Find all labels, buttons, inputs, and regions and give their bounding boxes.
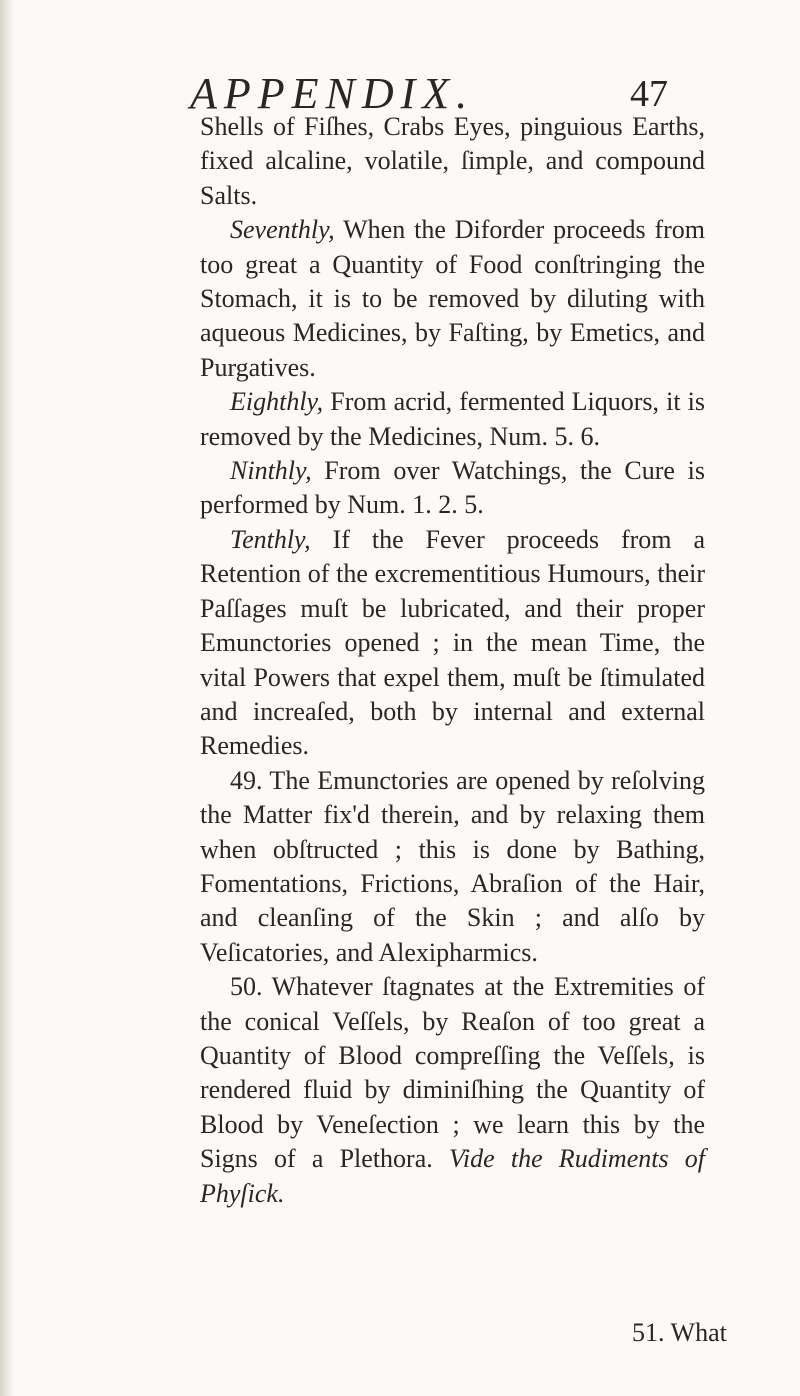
paragraph-text: From acrid, fermented Liquors, it is removed by the Medicines, Num. 5. 6.: [200, 387, 705, 451]
paragraph-50: [200, 970, 705, 1211]
paragraph-text: When the Diforder proceeds from too great a Quantity of Food conſtringing the Stomach, it is to be removed by diluting with aqueous Medicines, by Faſting, by Emetics, and Purgatives.: [200, 215, 705, 382]
catchword: 51. What: [632, 1318, 727, 1347]
paragraph-tenthly: [200, 523, 705, 764]
body-text: [200, 110, 705, 1211]
paragraph-text: 49. The Emunctories are opened by reſolving the Matter fix'd therein, and by relaxing them when obſtructed ; this is done by Bathing, Fomentations, Frictions, Abraſion of the Hair, and cleanſing of the Skin ; and alſo by Veſicatories, and Alexipharmics.: [200, 765, 705, 967]
paragraph-text: 50. Whatever ſtagnates at the Extremities of the conical Veſſels, by Reaſon of too great a Quantity of Blood compreſſing the Veſſels, is rendered fluid by diminiſhing the Quantity of Blood by Veneſection ; we learn this by the Signs of a Plethora.: [200, 972, 705, 1174]
paragraph-text: If the Fever proceeds from a Retention of the excrementitious Humours, their Paſſages muſt be lubricated, and their proper Emunctories opened ; in the mean Time, the vital Powers that expel them, muſt be ſtimulated and increaſed, both by internal and external Remedies.: [200, 524, 705, 761]
paragraph-lead: Tenthly,: [230, 524, 311, 554]
paragraph-lead: Seventhly,: [230, 215, 335, 245]
paragraph-eighthly: [200, 385, 705, 454]
paragraph-lead: Ninthly,: [230, 456, 312, 486]
paragraph-reference: Vide the Rudiments of Phyſick.: [200, 1144, 705, 1208]
paragraph-seventhly: [200, 213, 705, 385]
running-head: APPENDIX.: [190, 69, 475, 118]
paragraph-lead: Eighthly,: [230, 387, 324, 417]
page-binding-edge: [0, 0, 14, 1396]
paragraph-text: Shells of Fiſhes, Crabs Eyes, pinguious Earths, fixed alcaline, volatile, ſimple, and compound Salts.: [200, 112, 705, 210]
paragraph-continuation: [200, 110, 705, 213]
paragraph-49: [200, 764, 705, 970]
paragraph-ninthly: [200, 454, 705, 523]
paragraph-text: From over Watchings, the Cure is performed by Num. 1. 2. 5.: [200, 456, 705, 520]
page-number: 47: [630, 73, 668, 115]
